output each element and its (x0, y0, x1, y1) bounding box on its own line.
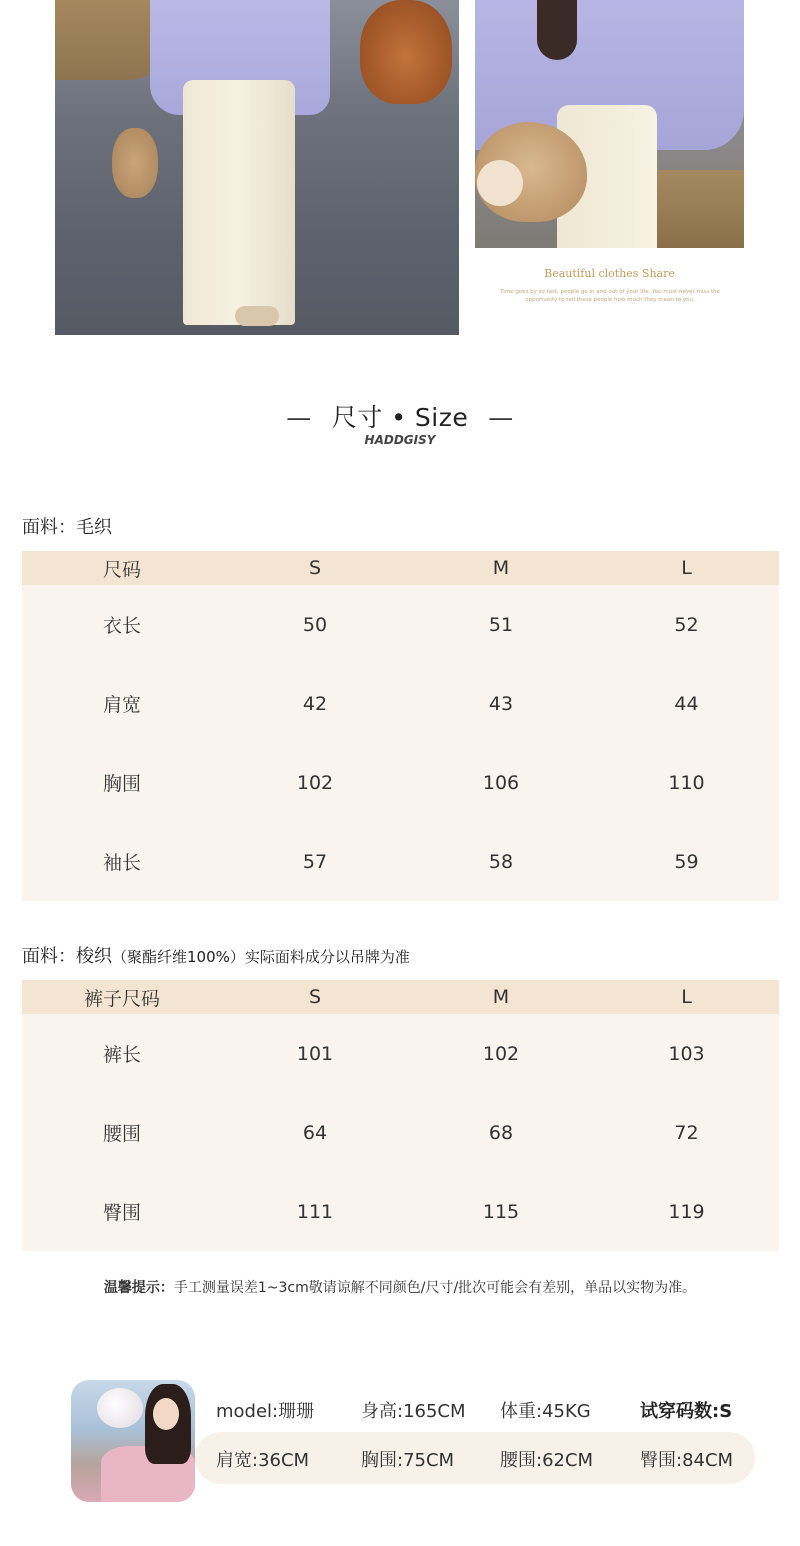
row-label: 腰围 (102, 1123, 141, 1145)
header-cell: S (308, 557, 322, 579)
cell-value: 44 (674, 692, 699, 715)
cell-value: 59 (674, 850, 699, 873)
row-label: 肩宽 (102, 694, 141, 716)
model-avatar (71, 1380, 195, 1502)
table-row (22, 664, 779, 743)
header-cell: M (492, 986, 510, 1008)
cell-value: 102 (296, 771, 334, 794)
cell-value: 103 (668, 1042, 705, 1065)
table-header (22, 980, 779, 1014)
fabric-label: 面料： (22, 946, 76, 967)
cell-value: 110 (668, 771, 705, 794)
fabric-line-1 (22, 513, 112, 539)
cell-value: 42 (302, 692, 328, 715)
cell-value: 58 (488, 850, 514, 873)
model-height: 身高:165CM (361, 1401, 466, 1422)
cell-value: 52 (674, 613, 699, 636)
product-photo-full-outfit (55, 0, 459, 335)
cell-value: 50 (302, 613, 328, 636)
cell-value: 111 (296, 1200, 334, 1223)
size-table-knit (22, 551, 779, 901)
fabric-label: 面料： (22, 517, 76, 538)
table-row (22, 1172, 779, 1251)
size-table-pants (22, 980, 779, 1251)
row-label: 裤长 (102, 1044, 141, 1066)
fabric-line-2 (22, 942, 410, 968)
product-photo-detail (475, 0, 744, 248)
cell-value: 72 (674, 1121, 699, 1144)
table-row (22, 585, 779, 664)
brand-subtitle: HADDGISY (364, 433, 436, 447)
fabric-value: 梭织 (76, 946, 112, 967)
fabric-value: 毛织 (76, 517, 112, 538)
row-label: 臀围 (102, 1202, 141, 1224)
size-title: 尺寸 • Size (331, 403, 469, 432)
fabric-detail: （聚酯纤维100%） (112, 948, 245, 966)
cell-value: 68 (488, 1121, 514, 1144)
header-cell: 裤子尺码 (83, 987, 160, 1010)
table-row (22, 1014, 779, 1093)
header-cell: S (308, 986, 322, 1008)
measurement-tip (0, 1277, 800, 1297)
model-chest: 胸围:75CM (361, 1450, 455, 1471)
header-cell: 尺码 (102, 558, 141, 581)
share-title: Beautiful clothes Share (544, 267, 675, 280)
table-header (22, 551, 779, 585)
header-cell: M (492, 557, 510, 579)
cell-value: 106 (482, 771, 520, 794)
tip-text: 手工测量误差1~3cm敬请谅解不同颜色/尺寸/批次可能会有差别，单品以实物为准。 (173, 1280, 697, 1296)
table-row (22, 1093, 779, 1172)
row-label: 胸围 (102, 773, 141, 795)
cell-value: 115 (482, 1200, 520, 1223)
model-size: 试穿码数:S (640, 1401, 733, 1422)
cell-value: 51 (488, 613, 514, 636)
row-label: 衣长 (102, 615, 141, 637)
table-row (22, 822, 779, 901)
cell-value: 102 (482, 1042, 520, 1065)
share-subtitle: Time goes by so fast, people go in and out of your life. You must never miss the opportunity to tell these people how much they mean to you. (500, 289, 720, 303)
size-heading: — 尺寸 • Size — (286, 403, 514, 432)
cell-value: 43 (488, 692, 514, 715)
model-name: model:珊珊 (216, 1401, 315, 1422)
model-weight: 体重:45KG (500, 1401, 591, 1422)
model-hip: 臀围:84CM (640, 1450, 734, 1471)
table-row (22, 743, 779, 822)
cell-value: 64 (302, 1121, 328, 1144)
header-cell: L (681, 557, 692, 579)
model-shoulder: 肩宽:36CM (216, 1450, 310, 1471)
model-waist: 腰围:62CM (500, 1450, 594, 1471)
fabric-note: 实际面料成分以吊牌为准 (244, 948, 410, 966)
cell-value: 119 (668, 1200, 705, 1223)
cell-value: 57 (302, 850, 328, 873)
row-label: 袖长 (102, 852, 141, 874)
header-cell: L (681, 986, 692, 1008)
tip-label: 温馨提示： (103, 1280, 174, 1296)
cell-value: 101 (296, 1042, 334, 1065)
